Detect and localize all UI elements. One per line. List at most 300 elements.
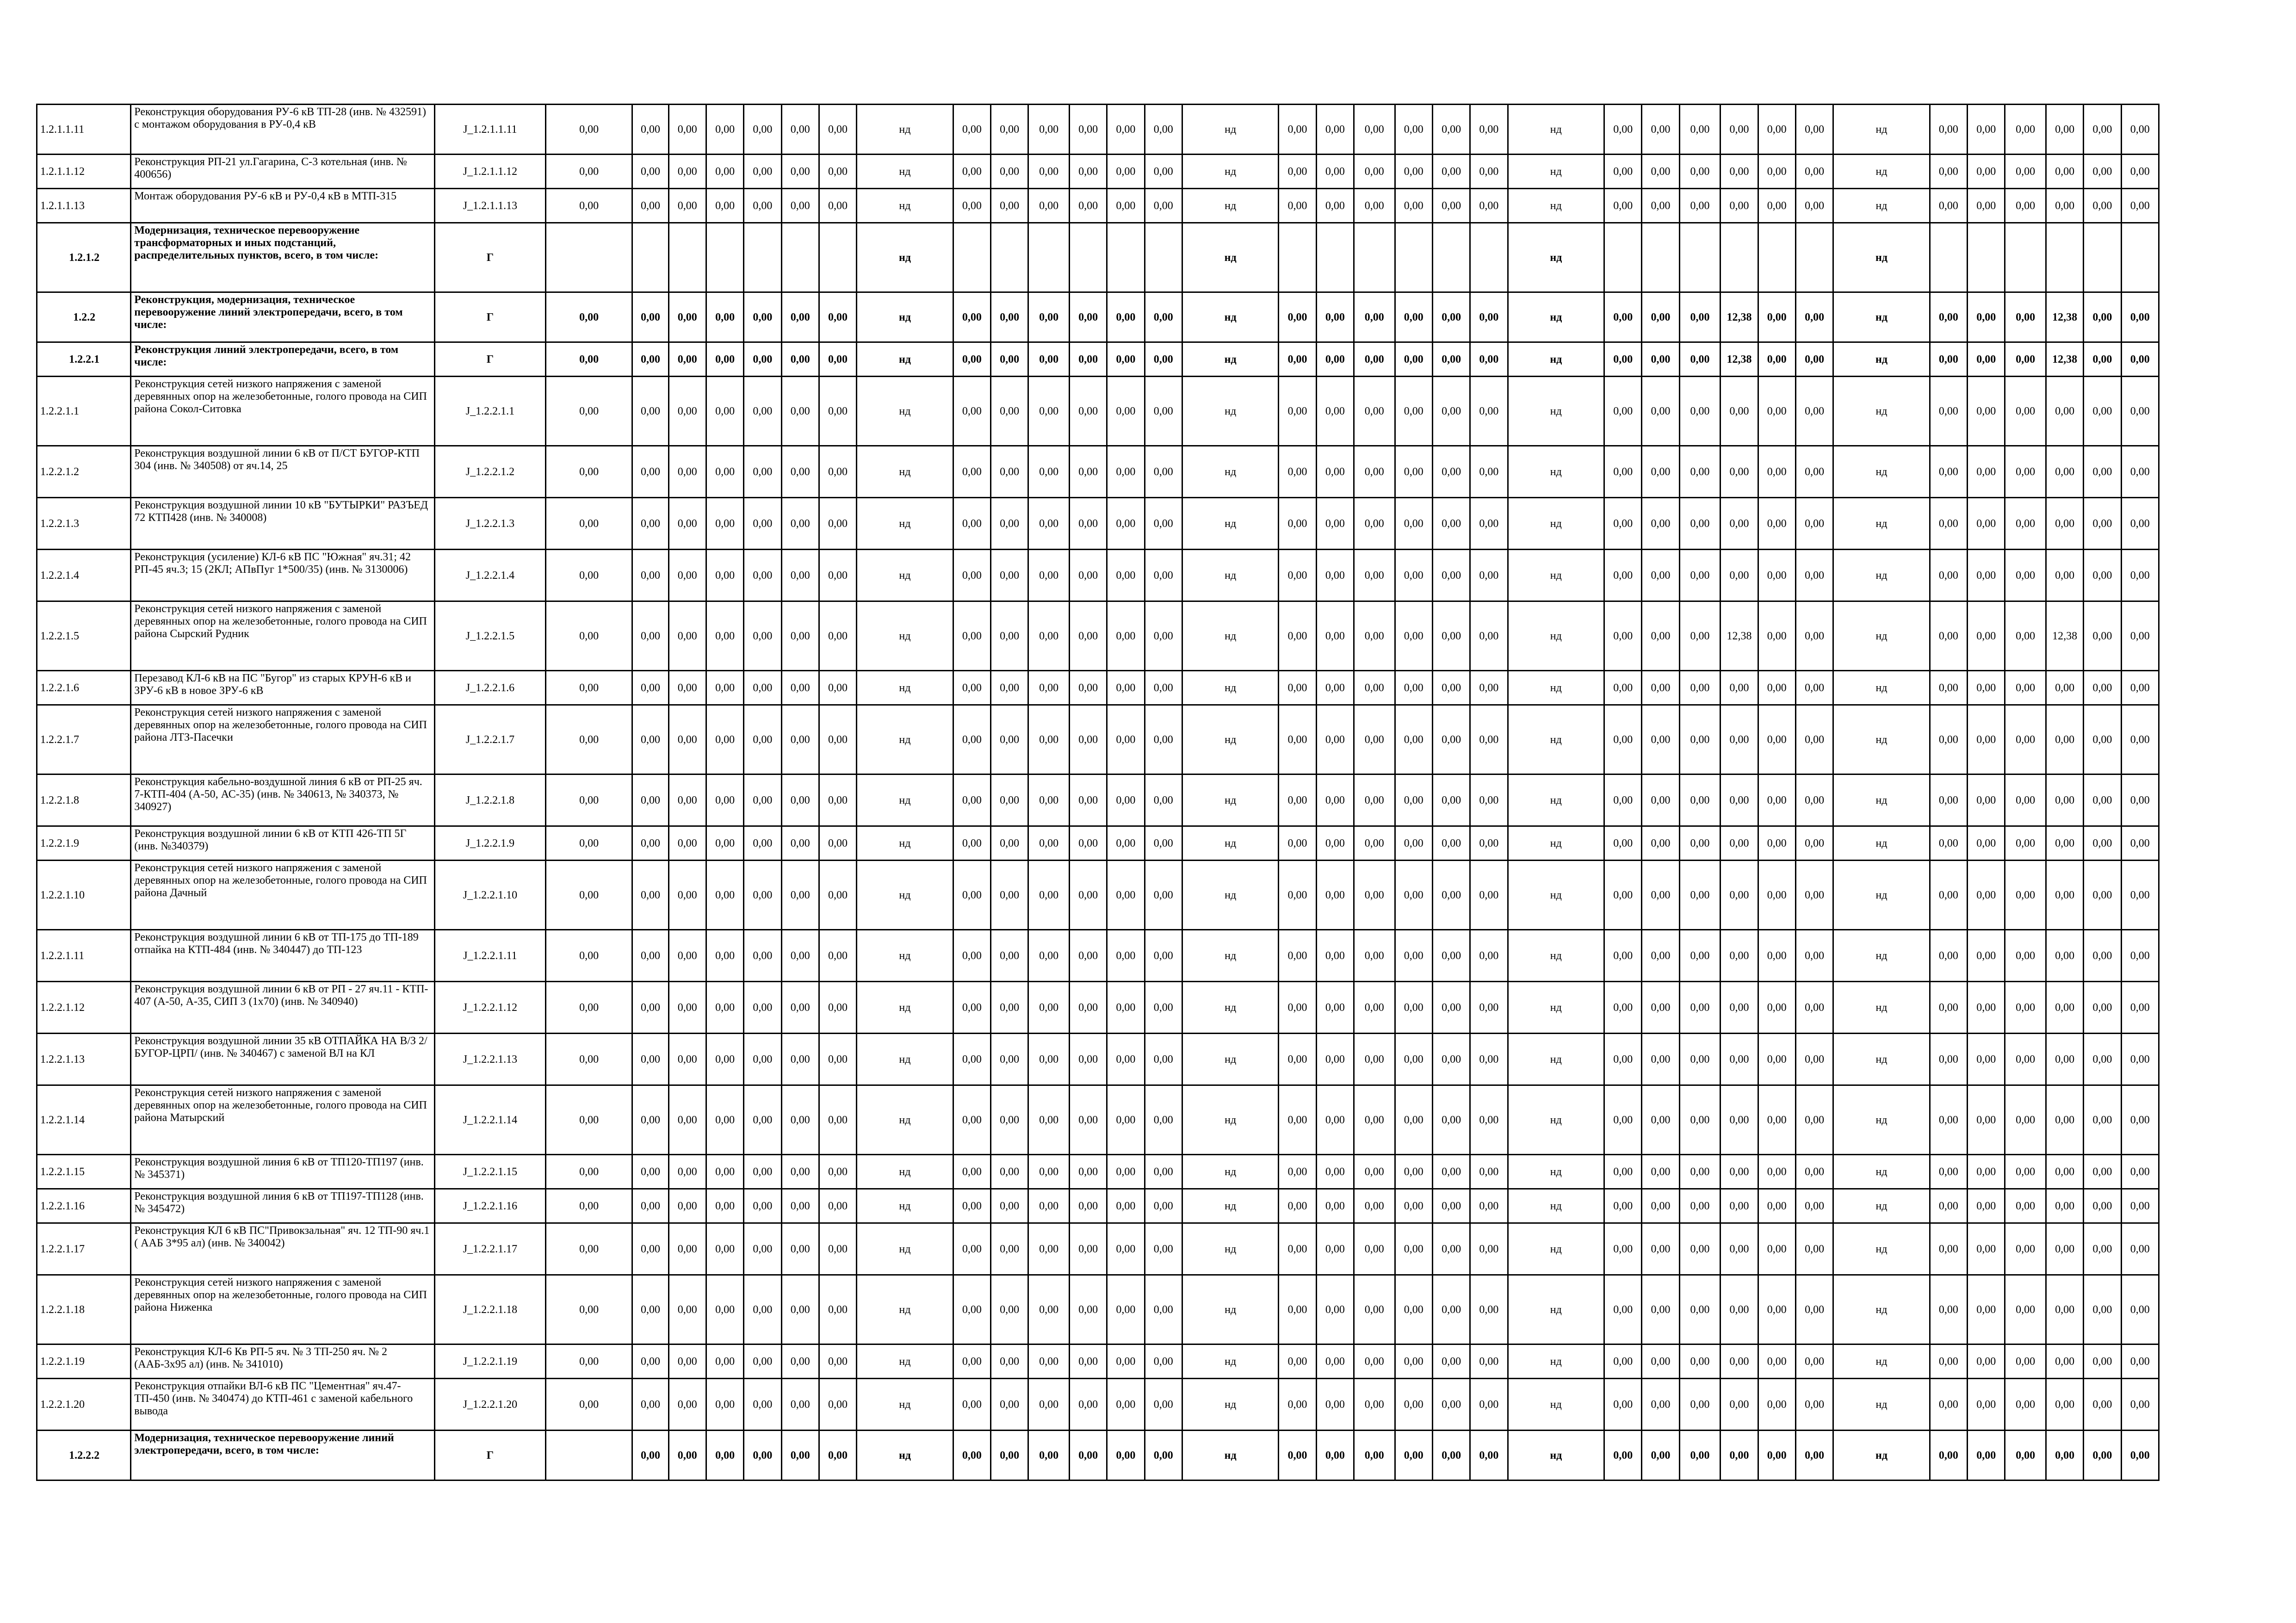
value-cell: 0,00	[819, 377, 856, 446]
value-cell: 0,00	[1145, 155, 1182, 189]
value-cell	[1930, 223, 1967, 292]
value-cell: 0,00	[2005, 292, 2046, 342]
value-cell: 0,00	[1354, 1379, 1395, 1431]
nd-cell: нд	[857, 705, 953, 774]
value-cell: 0,00	[1642, 1085, 1679, 1155]
value-cell: 0,00	[1316, 377, 1354, 446]
value-cell: 0,00	[991, 189, 1028, 223]
value-cell: 0,00	[1028, 1223, 1070, 1275]
value-cell: 0,00	[632, 982, 668, 1034]
value-cell: 0,00	[1470, 446, 1508, 498]
value-cell: 0,00	[1316, 1431, 1354, 1481]
value-cell: 0,00	[1145, 861, 1182, 930]
value-cell: 0,00	[1930, 189, 1967, 223]
value-cell: 0,00	[2005, 155, 2046, 189]
table-row	[37, 1085, 2159, 1155]
value-cell: 0,00	[1432, 155, 1470, 189]
nd-cell: нд	[1182, 1275, 1279, 1344]
nd-cell: нд	[1833, 1275, 1930, 1344]
value-cell: 0,00	[706, 292, 743, 342]
value-cell: 0,00	[1395, 189, 1432, 223]
value-cell: 0,00	[2084, 155, 2121, 189]
value-cell	[744, 223, 781, 292]
value-cell: 0,00	[2121, 550, 2159, 601]
value-cell: 0,00	[1758, 189, 1795, 223]
nd-cell: нд	[1508, 1275, 1604, 1344]
value-cell: 0,00	[1930, 155, 1967, 189]
value-cell: 0,00	[1930, 774, 1967, 826]
value-cell: 0,00	[1758, 292, 1795, 342]
value-cell: 0,00	[1470, 1379, 1508, 1431]
value-cell: 0,00	[819, 774, 856, 826]
value-cell: 0,00	[1604, 1155, 1642, 1189]
value-cell: 0,00	[545, 1223, 632, 1275]
value-cell: 0,00	[1395, 1431, 1432, 1481]
value-cell: 0,00	[2046, 1155, 2083, 1189]
value-cell: 0,00	[1145, 498, 1182, 550]
value-cell: 0,00	[1279, 705, 1316, 774]
value-cell: 0,00	[1316, 1085, 1354, 1155]
value-cell: 0,00	[781, 1379, 819, 1431]
row-number-cell: 1.2.2.1.8	[37, 774, 131, 826]
value-cell	[2046, 223, 2083, 292]
value-cell	[1316, 223, 1354, 292]
value-cell: 0,00	[2121, 292, 2159, 342]
value-cell: 0,00	[2046, 498, 2083, 550]
value-cell: 0,00	[781, 377, 819, 446]
project-name-cell: Реконструкция воздушной линии 35 кВ ОТПАЙКА НА В/З 2/БУГОР-ЦРП/ (инв. № 340467) с заменой ВЛ на КЛ	[131, 1034, 435, 1085]
value-cell: 0,00	[1316, 982, 1354, 1034]
value-cell	[1758, 223, 1795, 292]
value-cell: 0,00	[545, 930, 632, 982]
value-cell: 0,00	[953, 1155, 990, 1189]
value-cell: 0,00	[1028, 342, 1070, 377]
value-cell: 0,00	[1679, 930, 1720, 982]
nd-cell: нд	[857, 342, 953, 377]
value-cell: 0,00	[2005, 671, 2046, 705]
table-row	[37, 342, 2159, 377]
value-cell: 0,00	[1395, 705, 1432, 774]
nd-cell: нд	[857, 550, 953, 601]
value-cell: 0,00	[991, 377, 1028, 446]
value-cell: 0,00	[744, 1431, 781, 1481]
value-cell: 12,38	[1720, 601, 1758, 671]
value-cell: 0,00	[744, 105, 781, 155]
value-cell: 0,00	[953, 1223, 990, 1275]
value-cell: 0,00	[1354, 861, 1395, 930]
value-cell: 0,00	[1758, 1189, 1795, 1223]
value-cell: 0,00	[1279, 498, 1316, 550]
value-cell: 0,00	[1316, 1344, 1354, 1379]
value-cell: 0,00	[1795, 1379, 1833, 1431]
value-cell	[1028, 223, 1070, 292]
table-row	[37, 550, 2159, 601]
value-cell: 0,00	[744, 1344, 781, 1379]
value-cell: 0,00	[668, 671, 706, 705]
value-cell: 0,00	[668, 930, 706, 982]
value-cell: 0,00	[632, 774, 668, 826]
value-cell: 0,00	[1107, 1223, 1145, 1275]
value-cell: 0,00	[668, 705, 706, 774]
value-cell: 0,00	[706, 861, 743, 930]
value-cell: 0,00	[1069, 982, 1107, 1034]
value-cell: 0,00	[1604, 498, 1642, 550]
value-cell: 0,00	[1642, 774, 1679, 826]
nd-cell: нд	[1182, 1431, 1279, 1481]
value-cell: 0,00	[1395, 1275, 1432, 1344]
value-cell: 0,00	[1395, 498, 1432, 550]
value-cell: 0,00	[781, 342, 819, 377]
value-cell: 0,00	[2121, 1223, 2159, 1275]
value-cell: 0,00	[1028, 774, 1070, 826]
project-code-cell: J_1.2.2.1.14	[435, 1085, 546, 1155]
nd-cell: нд	[857, 189, 953, 223]
value-cell: 0,00	[1720, 1431, 1758, 1481]
value-cell: 0,00	[1642, 861, 1679, 930]
value-cell: 0,00	[953, 446, 990, 498]
value-cell: 0,00	[706, 1189, 743, 1223]
value-cell: 0,00	[1758, 1275, 1795, 1344]
value-cell: 0,00	[781, 1085, 819, 1155]
nd-cell: нд	[857, 377, 953, 446]
project-name-cell: Реконструкция воздушной линии 6 кВ от П/СТ БУГОР-КТП 304 (инв. № 340508) от яч.14, 25	[131, 446, 435, 498]
value-cell: 0,00	[1107, 601, 1145, 671]
value-cell: 0,00	[1107, 671, 1145, 705]
value-cell: 0,00	[1795, 342, 1833, 377]
value-cell: 0,00	[819, 1275, 856, 1344]
value-cell: 0,00	[953, 601, 990, 671]
value-cell: 0,00	[1968, 1189, 2005, 1223]
value-cell: 0,00	[668, 1155, 706, 1189]
value-cell: 0,00	[545, 550, 632, 601]
value-cell: 0,00	[1354, 930, 1395, 982]
value-cell: 0,00	[1395, 1034, 1432, 1085]
project-code-cell: J_1.2.1.1.13	[435, 189, 546, 223]
nd-cell: нд	[1833, 774, 1930, 826]
value-cell: 0,00	[545, 498, 632, 550]
value-cell: 0,00	[545, 1344, 632, 1379]
nd-cell: нд	[857, 1223, 953, 1275]
value-cell	[545, 1431, 632, 1481]
nd-cell: нд	[1833, 1189, 1930, 1223]
value-cell: 0,00	[706, 1223, 743, 1275]
project-code-cell: Г	[435, 1431, 546, 1481]
value-cell: 0,00	[1470, 292, 1508, 342]
project-code-cell: J_1.2.2.1.10	[435, 861, 546, 930]
value-cell: 0,00	[1642, 342, 1679, 377]
nd-cell: нд	[1182, 1155, 1279, 1189]
nd-cell: нд	[1508, 861, 1604, 930]
value-cell	[1107, 223, 1145, 292]
table-row	[37, 223, 2159, 292]
value-cell: 0,00	[545, 826, 632, 861]
value-cell: 0,00	[1604, 1344, 1642, 1379]
nd-cell: нд	[1182, 930, 1279, 982]
value-cell: 0,00	[1395, 377, 1432, 446]
value-cell: 0,00	[1354, 705, 1395, 774]
nd-cell: нд	[1508, 292, 1604, 342]
value-cell: 0,00	[1720, 1034, 1758, 1085]
value-cell: 0,00	[1395, 292, 1432, 342]
value-cell: 0,00	[1758, 705, 1795, 774]
value-cell: 0,00	[744, 601, 781, 671]
value-cell: 0,00	[668, 498, 706, 550]
nd-cell: нд	[1508, 155, 1604, 189]
value-cell: 0,00	[1604, 377, 1642, 446]
value-cell: 0,00	[1642, 1223, 1679, 1275]
value-cell: 0,00	[2005, 105, 2046, 155]
value-cell: 0,00	[819, 1085, 856, 1155]
value-cell: 0,00	[545, 1155, 632, 1189]
value-cell: 0,00	[781, 671, 819, 705]
project-code-cell: Г	[435, 342, 546, 377]
value-cell: 0,00	[632, 1275, 668, 1344]
project-name-cell: Реконструкция воздушной линии 6 кВ от РП - 27 яч.11 - КТП- 407 (А-50, А-35, СИП 3 (1х70) (инв. № 340940)	[131, 982, 435, 1034]
value-cell: 0,00	[1470, 1189, 1508, 1223]
value-cell: 0,00	[744, 446, 781, 498]
value-cell: 0,00	[1069, 1275, 1107, 1344]
nd-cell: нд	[1508, 982, 1604, 1034]
value-cell: 0,00	[1145, 1085, 1182, 1155]
value-cell: 0,00	[1354, 1085, 1395, 1155]
value-cell: 0,00	[953, 292, 990, 342]
value-cell: 0,00	[1930, 1379, 1967, 1431]
value-cell: 0,00	[1930, 342, 1967, 377]
value-cell: 0,00	[632, 601, 668, 671]
project-code-cell: J_1.2.2.1.3	[435, 498, 546, 550]
value-cell: 0,00	[1720, 1379, 1758, 1431]
nd-cell: нд	[1182, 498, 1279, 550]
value-cell: 0,00	[706, 1344, 743, 1379]
value-cell: 0,00	[2084, 671, 2121, 705]
value-cell: 0,00	[545, 1275, 632, 1344]
value-cell: 0,00	[1395, 342, 1432, 377]
value-cell: 0,00	[991, 342, 1028, 377]
value-cell: 0,00	[545, 1034, 632, 1085]
value-cell: 0,00	[1604, 774, 1642, 826]
value-cell: 0,00	[1470, 189, 1508, 223]
value-cell: 0,00	[1395, 671, 1432, 705]
value-cell: 0,00	[632, 1034, 668, 1085]
value-cell: 0,00	[953, 1085, 990, 1155]
project-name-cell: Реконструкция, модернизация, техническое перевооружение линий электропередачи, всего, в том числе:	[131, 292, 435, 342]
value-cell: 0,00	[1316, 550, 1354, 601]
value-cell: 0,00	[2121, 105, 2159, 155]
value-cell: 0,00	[706, 105, 743, 155]
value-cell: 0,00	[1395, 982, 1432, 1034]
row-number-cell: 1.2.2.1.4	[37, 550, 131, 601]
value-cell: 0,00	[1145, 930, 1182, 982]
value-cell: 0,00	[1795, 550, 1833, 601]
value-cell: 0,00	[744, 498, 781, 550]
value-cell: 0,00	[1470, 1155, 1508, 1189]
value-cell: 0,00	[1316, 1223, 1354, 1275]
value-cell: 0,00	[1679, 446, 1720, 498]
value-cell: 0,00	[1642, 550, 1679, 601]
value-cell: 0,00	[668, 446, 706, 498]
value-cell: 0,00	[545, 155, 632, 189]
value-cell: 0,00	[1758, 377, 1795, 446]
value-cell: 0,00	[744, 342, 781, 377]
value-cell: 0,00	[744, 705, 781, 774]
project-name-cell: Реконструкция сетей низкого напряжения с заменой деревянных опор на железобетонные, голого провода на СИП района Сокол-Ситовка	[131, 377, 435, 446]
nd-cell: нд	[1833, 601, 1930, 671]
value-cell: 0,00	[1795, 982, 1833, 1034]
value-cell: 0,00	[668, 377, 706, 446]
value-cell: 0,00	[545, 774, 632, 826]
value-cell: 0,00	[1604, 930, 1642, 982]
value-cell: 0,00	[1968, 1275, 2005, 1344]
value-cell	[1145, 223, 1182, 292]
value-cell: 0,00	[1107, 826, 1145, 861]
value-cell	[632, 223, 668, 292]
value-cell: 0,00	[953, 189, 990, 223]
value-cell: 0,00	[2084, 292, 2121, 342]
value-cell: 0,00	[545, 982, 632, 1034]
value-cell: 0,00	[1930, 826, 1967, 861]
value-cell: 0,00	[991, 1085, 1028, 1155]
value-cell: 0,00	[1795, 1431, 1833, 1481]
value-cell: 0,00	[2084, 550, 2121, 601]
value-cell: 0,00	[1930, 498, 1967, 550]
value-cell: 0,00	[2005, 1379, 2046, 1431]
value-cell: 0,00	[819, 105, 856, 155]
value-cell: 0,00	[632, 1223, 668, 1275]
value-cell: 0,00	[1795, 498, 1833, 550]
value-cell: 0,00	[1795, 1034, 1833, 1085]
nd-cell: нд	[1508, 1034, 1604, 1085]
value-cell: 0,00	[991, 292, 1028, 342]
value-cell: 0,00	[1145, 1155, 1182, 1189]
nd-cell: нд	[1833, 930, 1930, 982]
value-cell: 0,00	[819, 601, 856, 671]
value-cell	[819, 223, 856, 292]
value-cell: 0,00	[1930, 1223, 1967, 1275]
value-cell: 0,00	[545, 292, 632, 342]
value-cell: 0,00	[1968, 826, 2005, 861]
value-cell: 12,38	[2046, 601, 2083, 671]
value-cell: 0,00	[1968, 292, 2005, 342]
value-cell: 0,00	[1279, 982, 1316, 1034]
value-cell: 0,00	[1679, 671, 1720, 705]
value-cell: 0,00	[2084, 377, 2121, 446]
value-cell: 0,00	[706, 705, 743, 774]
value-cell: 0,00	[953, 105, 990, 155]
nd-cell: нд	[1833, 292, 1930, 342]
value-cell: 0,00	[1642, 105, 1679, 155]
value-cell: 0,00	[632, 1431, 668, 1481]
value-cell: 0,00	[1795, 826, 1833, 861]
value-cell: 0,00	[1968, 1379, 2005, 1431]
value-cell: 0,00	[1432, 189, 1470, 223]
row-number-cell: 1.2.2.1.12	[37, 982, 131, 1034]
value-cell: 0,00	[1107, 550, 1145, 601]
value-cell: 0,00	[1930, 705, 1967, 774]
nd-cell: нд	[1182, 982, 1279, 1034]
nd-cell: нд	[1182, 705, 1279, 774]
value-cell: 0,00	[1028, 1155, 1070, 1189]
nd-cell: нд	[1182, 292, 1279, 342]
value-cell: 0,00	[706, 1155, 743, 1189]
value-cell: 0,00	[1720, 930, 1758, 982]
nd-cell: нд	[1508, 1223, 1604, 1275]
value-cell: 0,00	[668, 774, 706, 826]
value-cell: 12,38	[2046, 292, 2083, 342]
value-cell: 12,38	[2046, 342, 2083, 377]
value-cell: 0,00	[1968, 1155, 2005, 1189]
value-cell: 0,00	[1145, 377, 1182, 446]
value-cell: 0,00	[545, 601, 632, 671]
value-cell: 0,00	[2005, 1189, 2046, 1223]
nd-cell: нд	[1182, 1344, 1279, 1379]
nd-cell: нд	[1508, 498, 1604, 550]
value-cell: 0,00	[2005, 774, 2046, 826]
value-cell: 0,00	[1432, 1189, 1470, 1223]
value-cell	[991, 223, 1028, 292]
value-cell: 0,00	[1720, 155, 1758, 189]
value-cell: 0,00	[991, 1431, 1028, 1481]
value-cell: 0,00	[1395, 1344, 1432, 1379]
value-cell: 0,00	[1145, 189, 1182, 223]
value-cell: 0,00	[991, 1379, 1028, 1431]
value-cell: 0,00	[1642, 1344, 1679, 1379]
value-cell: 0,00	[2084, 774, 2121, 826]
value-cell: 0,00	[1279, 861, 1316, 930]
value-cell: 0,00	[1642, 1431, 1679, 1481]
value-cell: 0,00	[1642, 982, 1679, 1034]
value-cell: 0,00	[1720, 1275, 1758, 1344]
value-cell: 0,00	[1795, 446, 1833, 498]
nd-cell: нд	[1182, 223, 1279, 292]
value-cell: 0,00	[1642, 377, 1679, 446]
value-cell: 0,00	[2121, 826, 2159, 861]
value-cell: 0,00	[744, 671, 781, 705]
value-cell: 0,00	[1107, 105, 1145, 155]
value-cell: 0,00	[744, 826, 781, 861]
value-cell: 0,00	[1679, 105, 1720, 155]
value-cell: 0,00	[744, 1379, 781, 1431]
value-cell: 0,00	[2084, 1275, 2121, 1344]
value-cell: 0,00	[1470, 155, 1508, 189]
value-cell: 0,00	[1316, 774, 1354, 826]
value-cell: 0,00	[1604, 446, 1642, 498]
value-cell	[1069, 223, 1107, 292]
value-cell: 0,00	[1069, 774, 1107, 826]
value-cell: 0,00	[819, 189, 856, 223]
value-cell: 0,00	[953, 550, 990, 601]
row-number-cell: 1.2.2.1.10	[37, 861, 131, 930]
value-cell: 0,00	[1795, 189, 1833, 223]
value-cell: 0,00	[819, 1034, 856, 1085]
value-cell: 0,00	[1432, 1431, 1470, 1481]
value-cell: 0,00	[1028, 861, 1070, 930]
value-cell: 0,00	[744, 1034, 781, 1085]
value-cell: 0,00	[1679, 861, 1720, 930]
value-cell: 0,00	[2005, 498, 2046, 550]
value-cell: 0,00	[1069, 1155, 1107, 1189]
value-cell: 0,00	[781, 1155, 819, 1189]
value-cell: 0,00	[1028, 377, 1070, 446]
value-cell: 0,00	[1968, 1431, 2005, 1481]
value-cell: 0,00	[1795, 1189, 1833, 1223]
value-cell: 0,00	[1107, 1155, 1145, 1189]
value-cell: 0,00	[1107, 377, 1145, 446]
value-cell: 0,00	[1316, 1155, 1354, 1189]
value-cell: 0,00	[1028, 550, 1070, 601]
value-cell: 0,00	[2005, 550, 2046, 601]
value-cell: 0,00	[1354, 982, 1395, 1034]
nd-cell: нд	[1833, 1155, 1930, 1189]
